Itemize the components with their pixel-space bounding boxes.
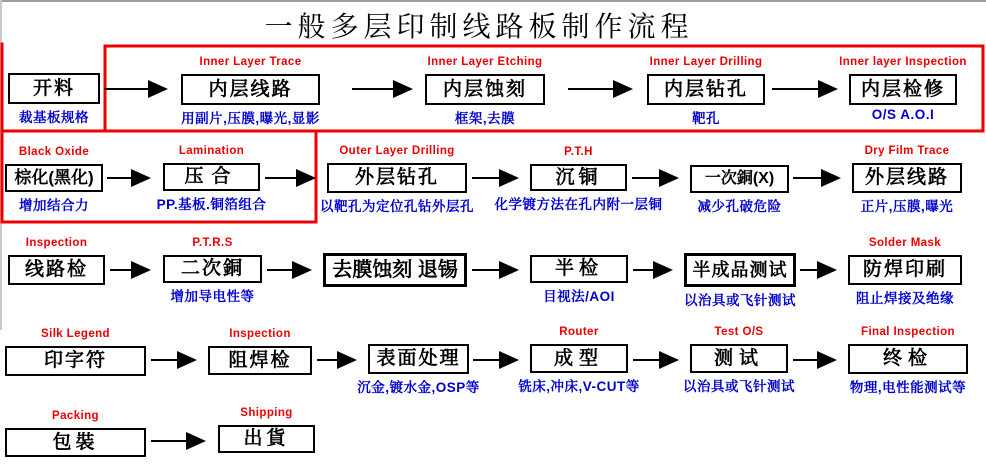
step-en-label: Inner Layer Drilling bbox=[649, 56, 763, 68]
step-box: 内层线路 bbox=[181, 74, 320, 105]
step-note: 减少孔破危险 bbox=[697, 199, 782, 214]
step-box: 外层钻孔 bbox=[327, 163, 467, 193]
step-en-label: Black Oxide bbox=[18, 146, 90, 158]
step-note: 增加结合力 bbox=[19, 198, 89, 213]
step-box: 压合 bbox=[163, 163, 260, 191]
step-en-label: Inner Layer Etching bbox=[427, 56, 543, 68]
step-note: 正片,压膜,曝光 bbox=[860, 199, 954, 214]
step-box: 内层蚀刻 bbox=[425, 74, 545, 105]
step-en-label: Packing bbox=[52, 410, 99, 422]
step-box: 终检 bbox=[848, 344, 968, 374]
step-note: 沉金,镀水金,OSP等 bbox=[357, 380, 480, 395]
step-note: 阻止焊接及绝缘 bbox=[856, 291, 954, 306]
step-en-label: Final Inspection bbox=[861, 326, 955, 338]
step-en-label: P.T.R.S bbox=[192, 237, 233, 249]
step-en-label: Silk Legend bbox=[41, 328, 110, 340]
step-en-label: Inner Layer Trace bbox=[199, 56, 302, 68]
step-box: 测试 bbox=[690, 344, 788, 373]
top-edge-line bbox=[0, 0, 986, 2]
step-note: PP.基板.铜箔组合 bbox=[156, 197, 267, 212]
step-box: 阻焊检 bbox=[208, 346, 312, 375]
page-title: 一般多层印制线路板制作流程 bbox=[264, 12, 694, 43]
step-box: 半成品测试 bbox=[684, 253, 796, 287]
step-box: 印字符 bbox=[5, 346, 146, 376]
step-box: 内层检修 bbox=[849, 74, 957, 105]
step-box: 表面处理 bbox=[368, 344, 469, 374]
step-en-label: P.T.H bbox=[564, 146, 593, 158]
step-en-label: Inspection bbox=[229, 328, 291, 340]
inner-layer-group-outline bbox=[2, 44, 983, 222]
step-en-label: Outer Layer Drilling bbox=[339, 145, 455, 157]
step-note: 用副片,压膜,曝光,显影 bbox=[181, 111, 320, 126]
step-note: 目视法/AOI bbox=[543, 289, 615, 304]
step-box: 外层线路 bbox=[852, 163, 962, 193]
step-box: 一次銅(X) bbox=[690, 165, 789, 193]
step-note: 靶孔 bbox=[692, 111, 720, 126]
step-note: O/S A.O.I bbox=[871, 107, 935, 122]
step-box: 棕化(黑化) bbox=[5, 164, 103, 192]
step-en-label: Inspection bbox=[25, 237, 88, 249]
step-en-label: Shipping bbox=[240, 407, 293, 419]
step-note: 裁基板规格 bbox=[19, 110, 89, 125]
step-note: 增加导电性等 bbox=[170, 289, 255, 304]
step-note: 以靶孔为定位孔钻外层孔 bbox=[320, 199, 474, 214]
step-en-label: Test O/S bbox=[714, 326, 764, 338]
step-box: 防焊印刷 bbox=[848, 255, 962, 285]
step-en-label: Router bbox=[559, 326, 599, 338]
step-box: 开料 bbox=[8, 73, 100, 104]
step-note: 化学镀方法在孔内附一层铜 bbox=[494, 197, 663, 212]
step-note: 以治具或飞针测试 bbox=[683, 379, 795, 394]
step-note: 以治具或飞针测试 bbox=[684, 293, 796, 308]
step-box: 沉铜 bbox=[530, 164, 627, 191]
step-box: 线路检 bbox=[8, 255, 105, 285]
step-box: 包裝 bbox=[5, 428, 146, 457]
step-box: 二次銅 bbox=[163, 255, 262, 283]
step-box: 成型 bbox=[530, 344, 628, 373]
step-note: 铣床,冲床,V-CUT等 bbox=[518, 379, 640, 394]
step-note: 物理,电性能测试等 bbox=[849, 380, 967, 395]
step-en-label: Lamination bbox=[178, 145, 245, 157]
step-en-label: Solder Mask bbox=[868, 237, 942, 249]
step-box: 内层钻孔 bbox=[647, 74, 765, 105]
step-box: 半检 bbox=[530, 255, 628, 283]
step-box: 出貨 bbox=[218, 425, 315, 453]
step-note: 框架,去膜 bbox=[454, 111, 516, 126]
step-en-label: Dry Film Trace bbox=[864, 145, 950, 157]
step-en-label: Inner layer Inspection bbox=[839, 56, 967, 68]
step-box: 去膜蚀刻 退锡 bbox=[323, 253, 467, 287]
left-edge-line bbox=[0, 0, 2, 330]
